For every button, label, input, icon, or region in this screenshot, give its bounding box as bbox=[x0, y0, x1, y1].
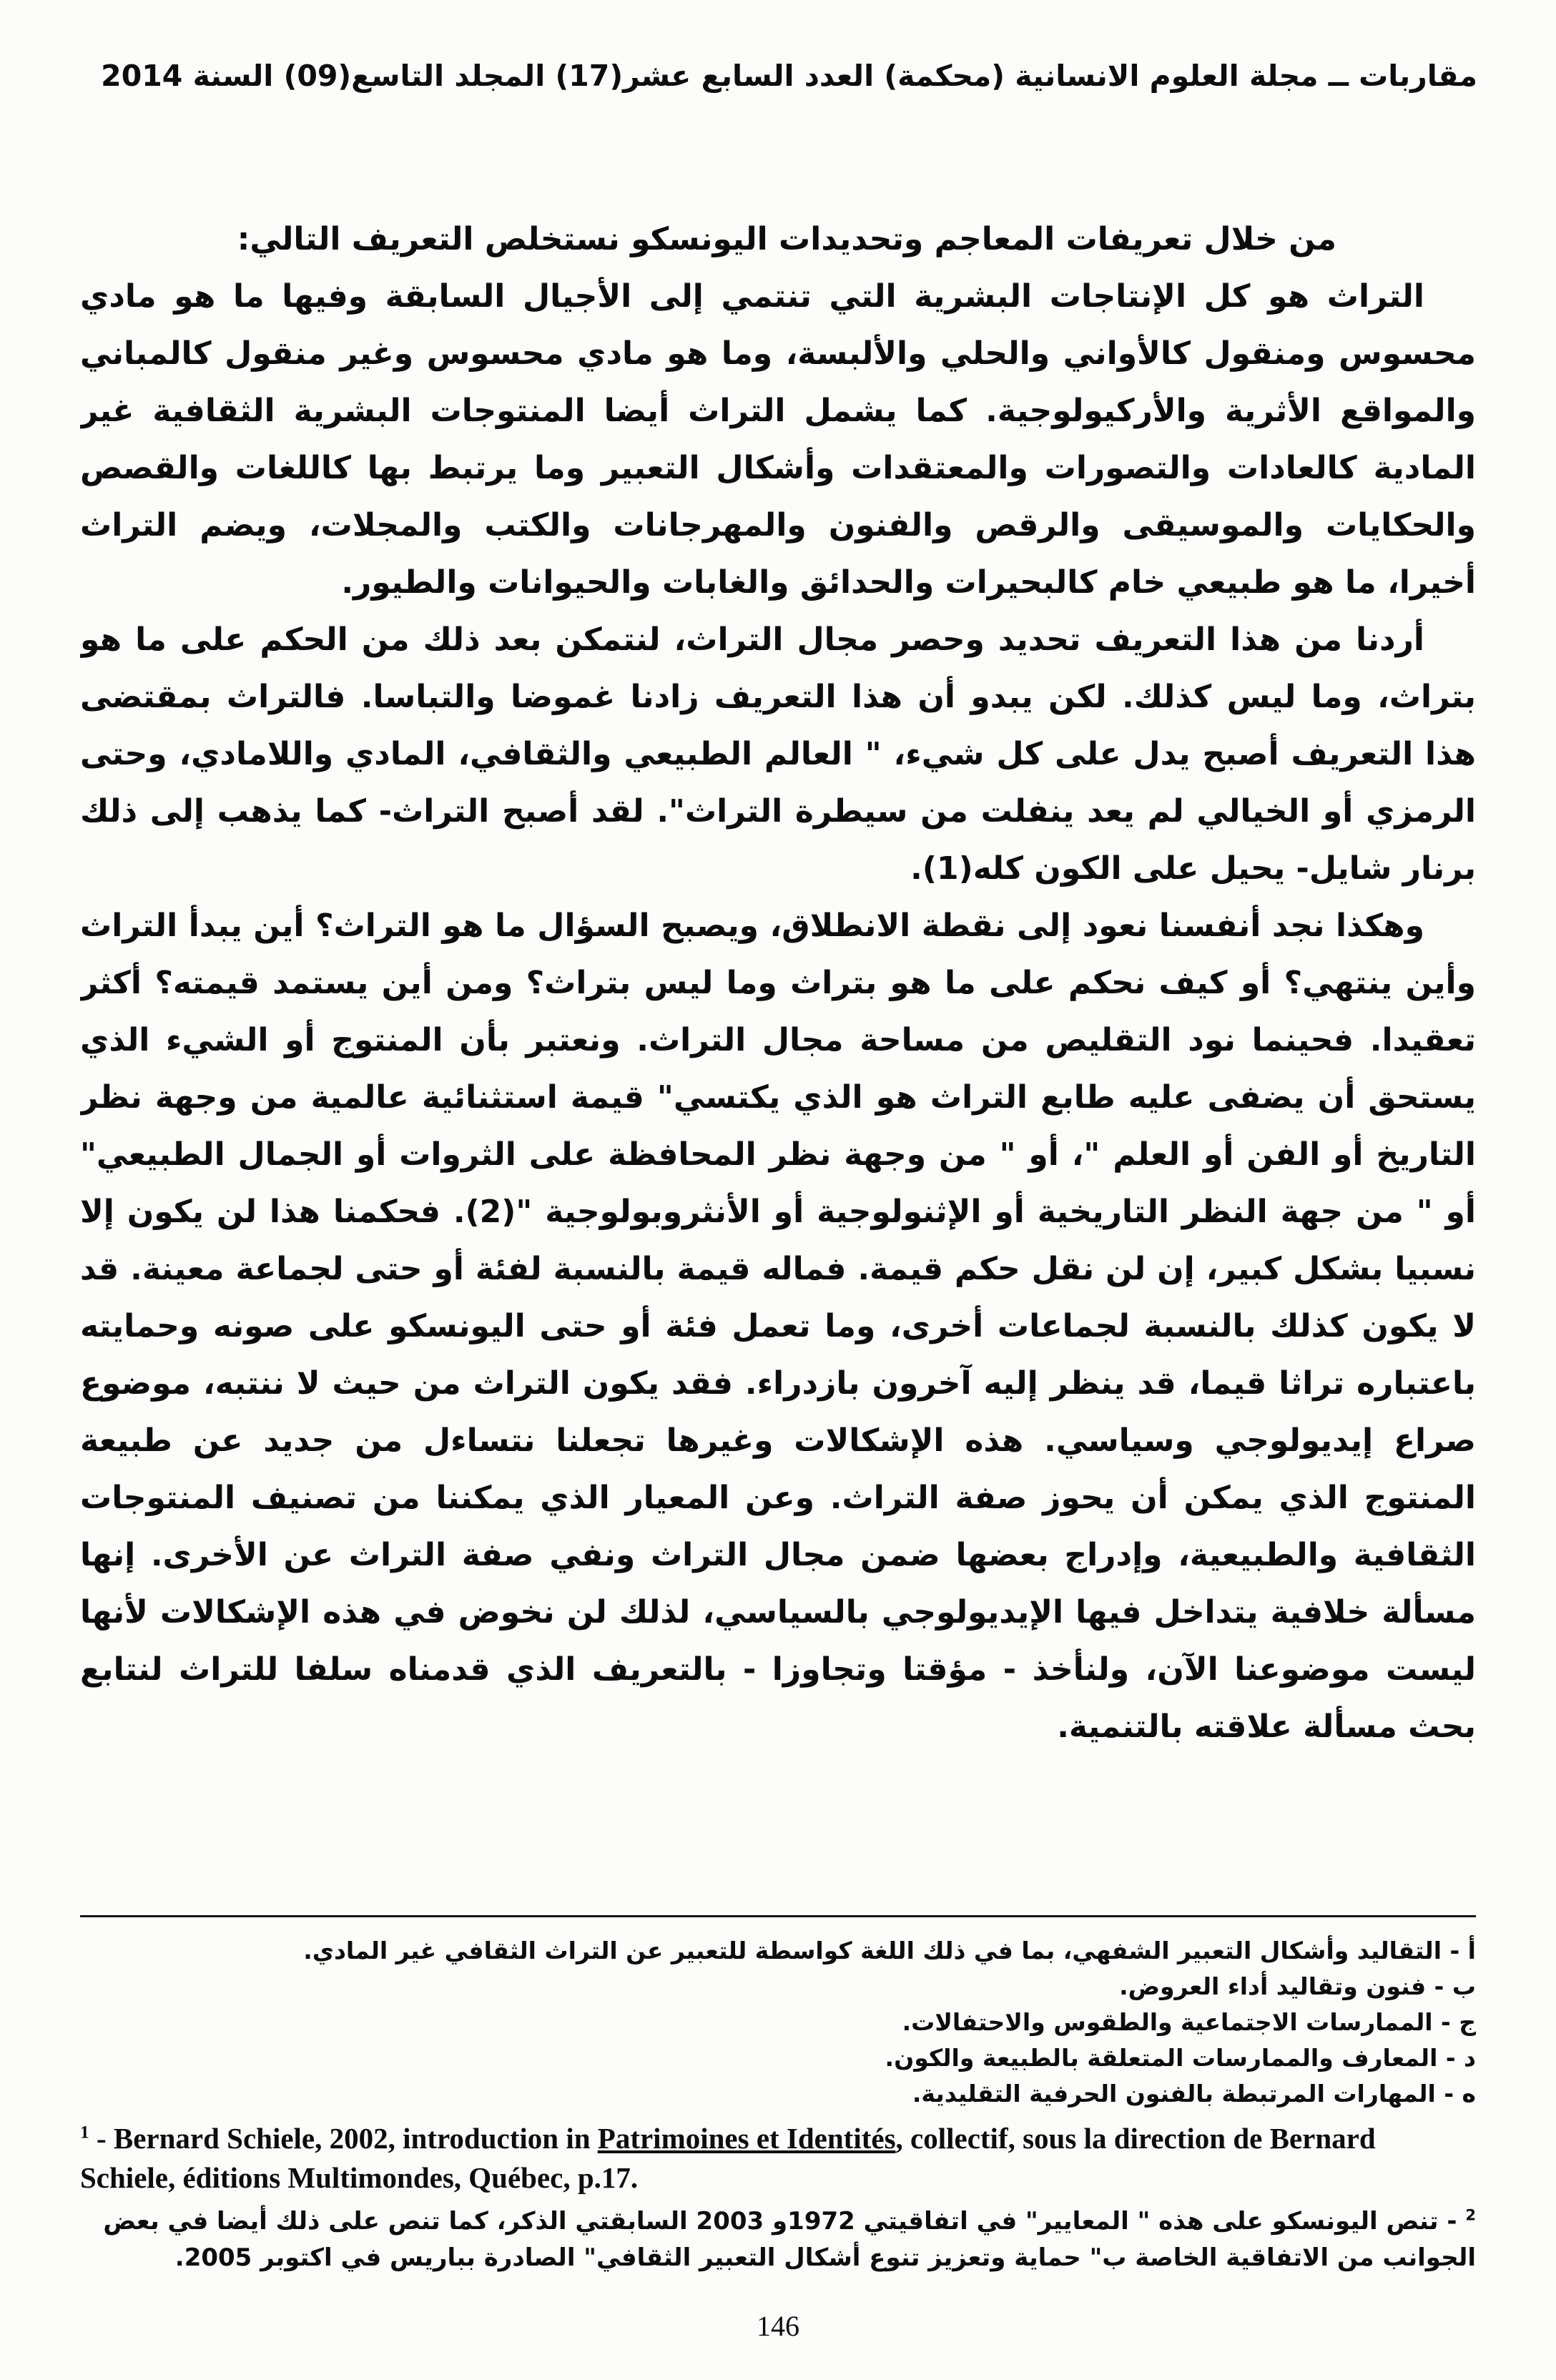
footnote-1-text-after: , collectif, sous la direction de Bernard Schiele, éditions Multimondes, Québec, p.17. bbox=[80, 2122, 1376, 2194]
footnote-item-a: أ - التقاليد وأشكال التعبير الشفهي، بما في ذلك اللغة كواسطة للتعبير عن التراث الثقافي غير المادي. bbox=[303, 1937, 1476, 1965]
paragraph-3: وهكذا نجد أنفسنا نعود إلى نقطة الانطلاق، ويصبح السؤال ما هو التراث؟ أين يبدأ التراث وأين ينتهي؟ أو كيف نحكم على ما هو بتراث وما ليس بتراث؟ ومن أين يستمد قيمته؟ أكثر تعقيدا. فحينما نود التقليص من مساحة مجال التراث. ونعتبر بأن المنتوج أو الشيء الذي يستحق أن يضفى عليه طابع التراث هو الذي يكتسي" قيمة استثنائية عالمية من وجهة نظر التاريخ أو الفن أو العلم "، أو " من وجهة نظر المحافظة على الثروات أو الجمال الطبيعي" أو " من جهة النظر التاريخية أو الإثنولوجية أو الأنثروبولوجية "(2). فحكمنا هذا لن يكون إلا نسبيا بشكل كبير، إن لن نقل حكم قيمة. فماله قيمة بالنسبة لفئة أو حتى لجماعة معينة. قد لا يكون كذلك بالنسبة لجماعات أخرى، وما تعمل فئة أو حتى اليونسكو على صونه وحمايته باعتباره تراثا قيما، قد ينظر إليه آخرون بازدراء. فقد يكون التراث من حيث لا ننتبه، موضوع صراع إيديولوجي وسياسي. هذه الإشكالات وغيرها تجعلنا نتساءل من جديد عن طبيعة المنتوج الذي يمكن أن يحوز صفة التراث. وعن المعيار الذي يمكننا من تصنيف المنتوجات الثقافية والطبيعية، وإدراج بعضها ضمن مجال التراث ونفي صفة التراث عن الأخرى. إنها مسألة خلافية يتداخل فيها الإيديولوجي بالسياسي، لذلك لن نخوض في هذه الإشكالات لأنها ليست موضوعنا الآن، ولنأخذ - مؤقتا وتجاوزا - بالتعريف الذي قدمناه سلفا للتراث لنتابع بحث مسألة علاقته بالتنمية. bbox=[80, 908, 1476, 1745]
footnote-2-text: - تنص اليونسكو على هذه " المعايير" في اتفاقيتي 1972و 2003 السابقتي الذكر، كما تنص على ذلك أيضا في بعض الجوانب من الاتفاقية الخاصة ب" حماية وتعزيز تنوع أشكال التعبير الثقافي" الصادرة بباريس في اكتوبر 2005. bbox=[103, 2207, 1476, 2272]
footnote-1-marker: 1 bbox=[80, 2122, 89, 2143]
footnote-1 bbox=[80, 2119, 1476, 2198]
footnote-item-c: ج - الممارسات الاجتماعية والطقوس والاحتفالات. bbox=[902, 2008, 1476, 2036]
footnote-area bbox=[80, 1915, 1476, 2343]
footnote-2-marker: 2 bbox=[1465, 2206, 1476, 2224]
footnote-1-text-before: - Bernard Schiele, 2002, introduction in bbox=[89, 2122, 598, 2155]
intro-line: من خلال تعريفات المعاجم وتحديدات اليونسكو نستخلص التعريف التالي: bbox=[237, 221, 1336, 257]
footnote-list bbox=[80, 1933, 1476, 2112]
paragraph-1: التراث هو كل الإنتاجات البشرية التي تنتمي إلى الأجيال السابقة وفيها ما هو مادي محسوس ومنقول كالأواني والحلي والألبسة، وما هو مادي محسوس وغير منقول كالمباني والمواقع الأثرية والأركيولوجية. كما يشمل التراث أيضا المنتوجات البشرية الثقافية غير المادية كالعادات والتصورات والمعتقدات وأشكال التعبير وما يرتبط بها كاللغات والقصص والحكايات والموسيقى والرقص والفنون والمهرجانات والكتب والمجلات، ويضم التراث أخيرا، ما هو طبيعي خام كالبحيرات والحدائق والغابات والحيوانات والطيور. bbox=[80, 278, 1476, 601]
footnote-separator bbox=[80, 1915, 1476, 1917]
footnote-item-e: ه - المهارات المرتبطة بالفنون الحرفية التقليدية. bbox=[912, 2080, 1476, 2108]
footnote-1-title-underlined: Patrimoines et Identités bbox=[597, 2122, 896, 2155]
page-number: 146 bbox=[757, 2310, 799, 2342]
journal-header: مقاربات ــ مجلة العلوم الانسانية (محكمة) العدد السابع عشر(17) المجلد التاسع(09) السنة 2014 bbox=[101, 59, 1477, 93]
footnote-2 bbox=[80, 2203, 1476, 2276]
footnote-item-b: ب - فنون وتقاليد أداء العروض. bbox=[1119, 1972, 1476, 2000]
paragraph-2: أردنا من هذا التعريف تحديد وحصر مجال التراث، لنتمكن بعد ذلك من الحكم على ما هو بتراث، وما ليس كذلك. لكن يبدو أن هذا التعريف زادنا غموضا والتباسا. فالتراث بمقتضى هذا التعريف أصبح يدل على كل شيء، " العالم الطبيعي والثقافي، المادي واللامادي، وحتى الرمزي أو الخيالي لم يعد ينفلت من سيطرة التراث". لقد أصبح التراث- كما يذهب إلى ذلك برنار شايل- يحيل على الكون كله(1). bbox=[80, 621, 1476, 887]
article-body bbox=[80, 211, 1476, 1756]
footnote-item-d: د - المعارف والممارسات المتعلقة بالطبيعة والكون. bbox=[885, 2044, 1476, 2072]
